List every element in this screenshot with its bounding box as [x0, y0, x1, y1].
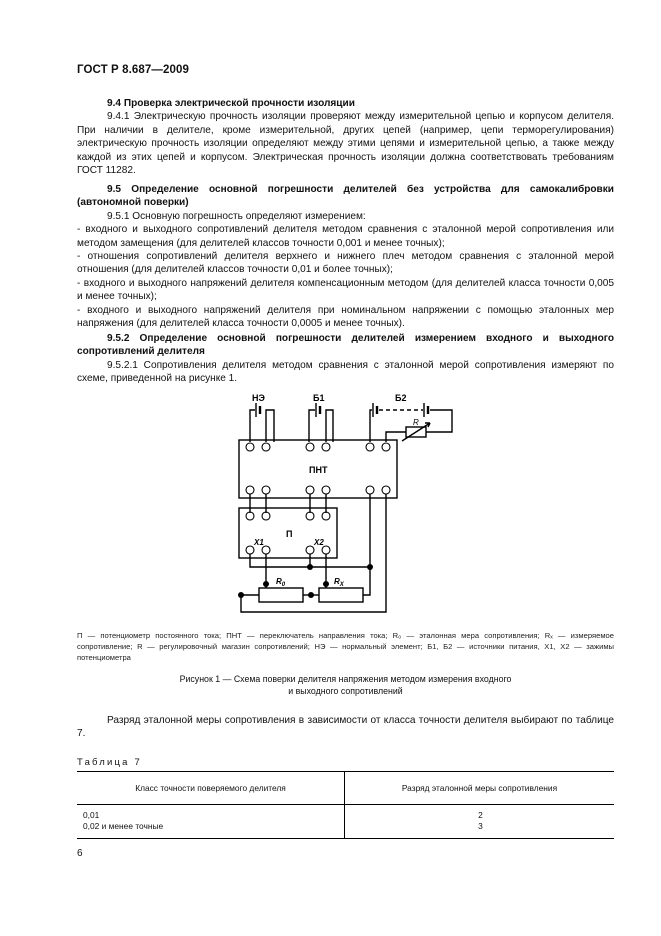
paragraph-after-figure: Разряд эталонной меры сопротивления в зависимости от класса точности делителя выбирают по таблице 7.	[77, 715, 614, 740]
figure-title-line-2: и выходного сопротивлений	[288, 686, 403, 696]
label-r0: $R_0$	[276, 577, 286, 588]
paragraph-9-4-1: 9.4.1 Электрическую прочность изоляции проверяют между измерительной цепью и корпусом делителя. При наличии в делителе, кроме измерительной, других цепей (например, цепи терморегулирования) электрическую прочность изоляции определяют между этими цепями и измерительной цепью, а также между каждой из этих цепей и корпусом. Электрическая прочность изоляции должна соответствовать требованиям ГОСТ 11282.	[77, 111, 614, 177]
label-r: R	[413, 418, 419, 427]
label-x1: X1	[254, 538, 264, 547]
bullet-1: - входного и выходного сопротивлений делителя методом сравнения с эталонной мерой сопротивления или методом замещения (для делителей классов точности 0,001 и менее точных);	[77, 224, 614, 249]
page-number: 6	[77, 848, 83, 859]
rank-row-1: 2	[478, 810, 483, 820]
table-7-label: Таблица 7	[77, 757, 142, 768]
table-cell-class	[77, 805, 345, 839]
label-b2: Б2	[395, 393, 407, 403]
label-pnt: ПНТ	[309, 465, 328, 475]
paragraph-9-5-2-1: 9.5.2.1 Сопротивления делителя методом сравнения с эталонной мерой сопротивления измеряют по схеме, приведенной на рисунке 1.	[77, 359, 614, 385]
table-7	[77, 771, 614, 839]
label-rx: $R_X$	[334, 577, 344, 588]
table-header-class: Класс точности поверяемого делителя	[77, 772, 345, 805]
bullet-2: - отношения сопротивлений делителя верхнего и нижнего плеч методом сравнения с эталонной мерой отношения (для делителей классов точности 0,01 и более точных);	[77, 251, 614, 276]
figure-title	[77, 673, 614, 697]
table-header-rank: Разряд эталонной меры сопротивления	[345, 772, 615, 805]
label-ne: НЭ	[252, 393, 265, 403]
table-cell-rank	[345, 805, 615, 839]
class-row-2: 0,02 и менее точные	[83, 821, 164, 831]
rank-row-2: 3	[478, 821, 483, 831]
figure-legend: П — потенциометр постоянного тока; ПНТ — переключатель направления тока; R₀ — эталонная мера сопротивления; Rₓ — измеряемое сопротивление; R — регулировочный магазин сопротивлений; НЭ — нормальный элемент; Б1, Б2 — источники питания, X1, X2 — зажимы потенциометра	[77, 631, 614, 662]
paragraph-9-5-1: 9.5.1 Основную погрешность определяют измерением:	[107, 210, 366, 222]
section-9-5-2-title: 9.5.2 Определение основной погрешности делителей измерением входного и выходного сопротивлений делителя	[77, 333, 614, 358]
bullet-3: - входного и выходного напряжений делителя компенсационным методом (для делителей класса точности 0,005 и менее точных);	[77, 277, 614, 303]
section-9-5-title: 9.5 Определение основной погрешности делителей без устройства для самокалибровки (автономной поверки)	[77, 184, 614, 209]
label-b1: Б1	[313, 393, 325, 403]
junction-dots	[238, 564, 373, 598]
bullet-4: - входного и выходного напряжений делителя при номинальном напряжении с помощью эталонных мер напряжения (для делителей класса точности 0,0005 и менее точных).	[77, 304, 614, 330]
figure-title-line-1: Рисунок 1 — Схема поверки делителя напряжения методом измерения входного	[179, 674, 512, 684]
table-row	[77, 805, 614, 839]
label-x2: X2	[314, 538, 324, 547]
class-row-1: 0,01	[83, 810, 100, 820]
table-header-row	[77, 772, 614, 805]
page-header: ГОСТ Р 8.687—2009	[77, 64, 189, 76]
label-p: П	[286, 529, 293, 539]
section-9-4-title: 9.4 Проверка электрической прочности изоляции	[107, 98, 355, 109]
